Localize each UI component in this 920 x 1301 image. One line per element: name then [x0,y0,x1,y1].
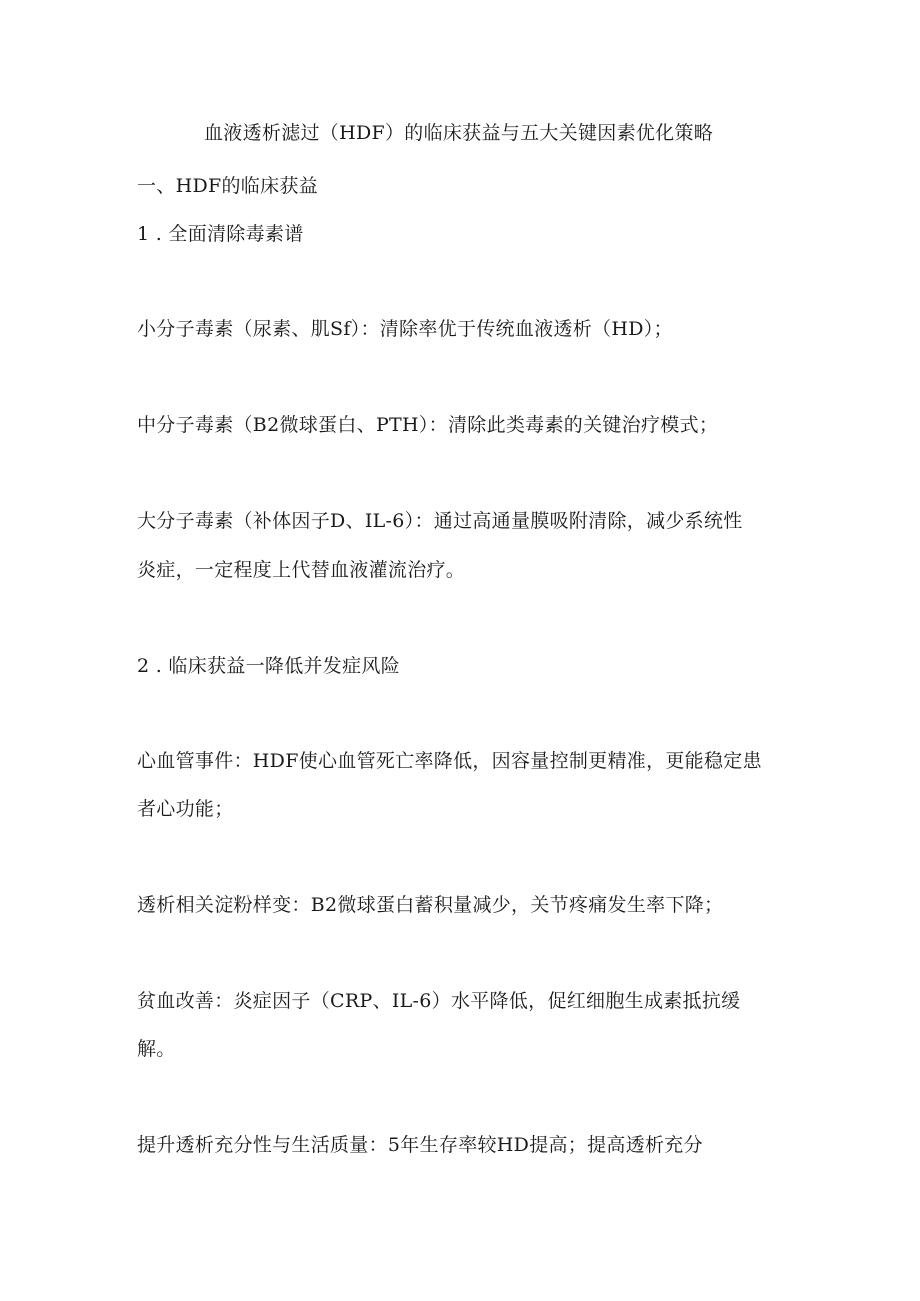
paragraph: 者心功能； [137,798,234,820]
paragraph: 大分子毒素（补体因子D、IL-6）：通过高通量膜吸附清除，减少系统性 [137,510,743,532]
paragraph: 小分子毒素（尿素、肌Sf）：清除率优于传统血液透析（HD）； [137,318,673,340]
paragraph: 心血管事件：HDF使心血管死亡率降低，因容量控制更精准，更能稳定患 [137,750,762,772]
paragraph: 中分子毒素（B2微球蛋白、PTH）：清除此类毒素的关键治疗模式； [137,414,719,436]
paragraph: 透析相关淀粉样变：B2微球蛋白蓄积量减少，关节疼痛发生率下降； [137,894,724,916]
paragraph: 贫血改善：炎症因子（CRP、IL-6）水平降低，促红细胞生成素抵抗缓 [137,990,741,1012]
document-title: 血液透析滤过（HDF）的临床获益与五大关键因素优化策略 [204,122,714,144]
paragraph: 提升透析充分性与生活质量：5年生存率较HD提高；提高透析充分 [137,1134,703,1156]
subsection-heading: 2 . 临床获益一降低并发症风险 [137,655,401,677]
paragraph: 解。 [137,1038,176,1060]
paragraph: 炎症，一定程度上代替血液灌流治疗。 [137,559,466,581]
section-heading: 一、HDF的临床获益 [137,175,318,197]
subsection-heading: 1 . 全面清除毒素谱 [137,223,304,245]
